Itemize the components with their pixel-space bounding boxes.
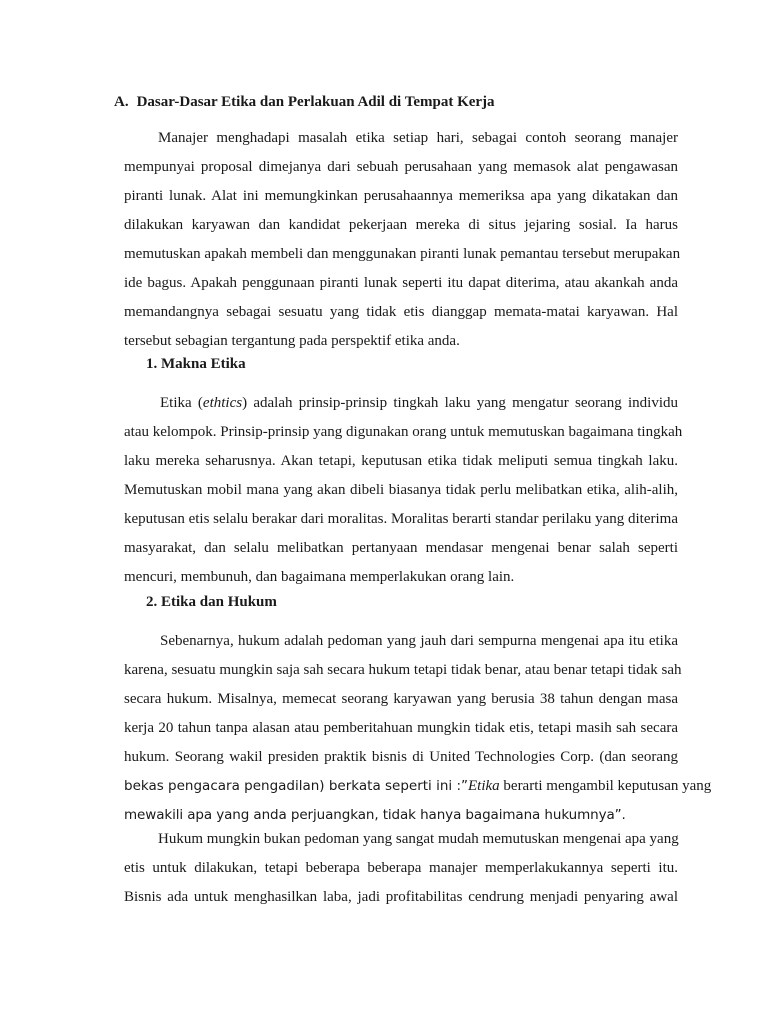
- section-1-heading: 1. Makna Etika: [146, 356, 246, 372]
- paragraph-4-line: Hukum mungkin bukan pedoman yang sangat mudah memutuskan mengenai apa yang: [158, 831, 679, 847]
- paragraph-1-line: mempunyai proposal dimejanya dari sebuah perusahaan yang memasok alat pengawasan: [124, 159, 678, 175]
- paragraph-3-line: secara hukum. Misalnya, memecat seorang karyawan yang berusia 38 tahun dengan masa: [124, 691, 678, 707]
- paragraph-1: [124, 124, 681, 356]
- paragraph-1-line: dilakukan karyawan dan kandidat pekerjaan mereka di situs jejaring sosial. Ia harus: [124, 217, 678, 233]
- paragraph-3-line6-emphasis: Etika: [468, 778, 500, 794]
- paragraph-2-line: masyarakat, dan selalu melibatkan pertanyaan mendasar mengenai benar salah seperti: [124, 540, 678, 556]
- paragraph-3-line: hukum. Seorang wakil presiden praktik bisnis di United Technologies Corp. (dan seorang: [124, 749, 678, 765]
- paragraph-1-line: memandangnya sebagai sesuatu yang tidak etis dianggap memata-matai karyawan. Hal: [124, 304, 678, 320]
- paragraph-1-line: tersebut sebagian tergantung pada perspektif etika anda.: [124, 333, 460, 349]
- paragraph-3-line: Sebenarnya, hukum adalah pedoman yang jauh dari sempurna mengenai apa itu etika: [160, 633, 678, 649]
- paragraph-2-line: keputusan etis selalu berakar dari moralitas. Moralitas berarti standar perilaku yang diterima: [124, 511, 678, 527]
- section-a-heading: [114, 92, 674, 112]
- section-2-heading: 2. Etika dan Hukum: [146, 594, 277, 610]
- paragraph-2-line: mencuri, membunuh, dan bagaimana memperlakukan orang lain.: [124, 569, 515, 585]
- paragraph-3-line: kerja 20 tahun tanpa alasan atau pemberitahuan mungkin tidak etis, tetapi masih sah secara: [124, 720, 678, 736]
- paragraph-2-line: Memutuskan mobil mana yang akan dibeli biasanya tidak perlu melibatkan etika, alih-alih,: [124, 482, 678, 498]
- paragraph-4-line: etis untuk dilakukan, tetapi beberapa beberapa manajer memperlakukannya seperti itu.: [124, 860, 678, 876]
- paragraph-1-line: Manajer menghadapi masalah etika setiap hari, sebagai contoh seorang manajer: [158, 130, 678, 146]
- paragraph-2-line1-post: ) adalah prinsip-prinsip tingkah laku yang mengatur seorang individu: [242, 395, 678, 411]
- paragraph-2-line: [124, 389, 678, 418]
- section-a-label: A.: [114, 94, 129, 110]
- paragraph-3: [124, 627, 712, 830]
- paragraph-4: [124, 825, 678, 912]
- paragraph-1-line: piranti lunak. Alat ini memungkinkan perusahaannya memeriksa apa yang dikatakan dan: [124, 188, 678, 204]
- paragraph-2: [124, 389, 683, 592]
- paragraph-4-line: Bisnis ada untuk menghasilkan laba, jadi profitabilitas cendrung menjadi penyaring awal: [124, 889, 678, 905]
- paragraph-1-line: memutuskan apakah membeli dan menggunakan piranti lunak pemantau tersebut merupakan: [124, 246, 681, 262]
- paragraph-2-line: laku mereka seharusnya. Akan tetapi, keputusan etika tidak meliputi semua tingkah laku.: [124, 453, 678, 469]
- paragraph-3-line6-post: berarti mengambil keputusan yang: [499, 778, 712, 794]
- section-a-title: Dasar-Dasar Etika dan Perlakuan Adil di Tempat Kerja: [136, 94, 495, 110]
- paragraph-2-line1-pre: Etika (: [160, 395, 203, 411]
- paragraph-2-line: atau kelompok. Prinsip-prinsip yang digunakan orang untuk memutuskan bagaimana tingkah: [124, 424, 683, 440]
- paragraph-3-line: [124, 772, 712, 801]
- paragraph-3-line6-pre: bekas pengacara pengadilan) berkata seperti ini :”: [124, 778, 468, 794]
- paragraph-3-line: karena, sesuatu mungkin saja sah secara hukum tetapi tidak benar, atau benar tetapi tidak sah: [124, 662, 682, 678]
- paragraph-1-line: ide bagus. Apakah penggunaan piranti lunak seperti itu dapat diterima, atau akankah anda: [124, 275, 678, 291]
- paragraph-3-line: mewakili apa yang anda perjuangkan, tidak hanya bagaimana hukumnya”.: [124, 807, 626, 823]
- paragraph-2-line1-emphasis: ethtics: [202, 395, 243, 411]
